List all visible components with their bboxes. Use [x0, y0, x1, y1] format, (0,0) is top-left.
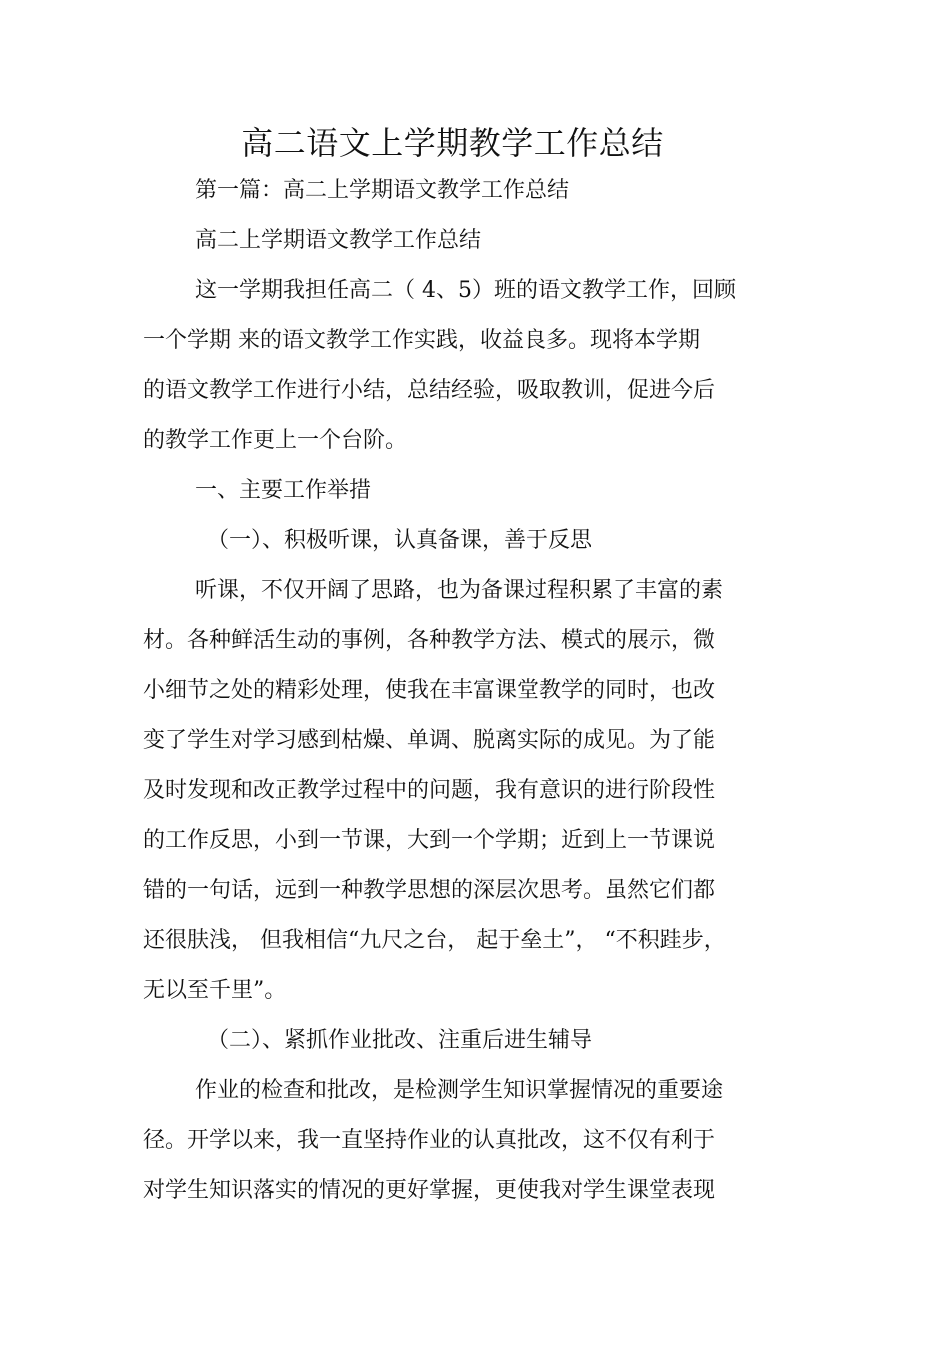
paragraph-line: 错的一句话，远到一种教学思想的深层次思考。虽然它们都 — [143, 878, 716, 903]
chapter-heading: 第一篇：高二上学期语文教学工作总结 — [195, 178, 570, 203]
paragraph-line: 对学生知识落实的情况的更好掌握，更使我对学生课堂表现 — [143, 1178, 716, 1203]
paragraph-line: 无以至千里”。 — [143, 978, 287, 1003]
paragraph-line: 材。各种鲜活生动的事例，各种教学方法、模式的展示，微 — [143, 628, 716, 653]
paragraph-line: 径。开学以来，我一直坚持作业的认真批改，这不仅有利于 — [143, 1128, 716, 1153]
subsection-heading: （一）、积极听课，认真备课，善于反思 — [207, 528, 593, 553]
paragraph-line: 还很肤浅， 但我相信“九尺之台， 起于垒土”， “不积跬步， — [143, 928, 726, 953]
section-heading: 一、主要工作举措 — [195, 478, 372, 503]
paragraph-line: 作业的检查和批改，是检测学生知识掌握情况的重要途 — [195, 1078, 724, 1103]
paragraph-line: 这一学期我担任高二（ 4、5）班的语文教学工作，回顾 — [195, 278, 736, 303]
paragraph-line: 一个学期 来的语文教学工作实践，收益良多。现将本学期 — [143, 328, 700, 353]
paragraph-line: 变了学生对学习感到枯燥、单调、脱离实际的成见。为了能 — [143, 728, 716, 753]
paragraph-line: 及时发现和改正教学过程中的问题，我有意识的进行阶段性 — [143, 778, 716, 803]
paragraph-line: 小细节之处的精彩处理，使我在丰富课堂教学的同时，也改 — [143, 678, 716, 703]
paragraph-line: 的工作反思，小到一节课，大到一个学期；近到上一节课说 — [143, 828, 716, 853]
subsection-heading: （二）、紧抓作业批改、注重后进生辅导 — [207, 1028, 593, 1053]
paragraph-line: 的语文教学工作进行小结，总结经验，吸取教训，促进今后 — [143, 378, 716, 403]
paragraph-line: 的教学工作更上一个台阶。 — [143, 428, 408, 453]
document-title: 高二语文上学期教学工作总结 — [241, 124, 664, 162]
section-heading: 高二上学期语文教学工作总结 — [195, 228, 482, 253]
paragraph-line: 听课，不仅开阔了思路，也为备课过程积累了丰富的素 — [195, 578, 724, 603]
